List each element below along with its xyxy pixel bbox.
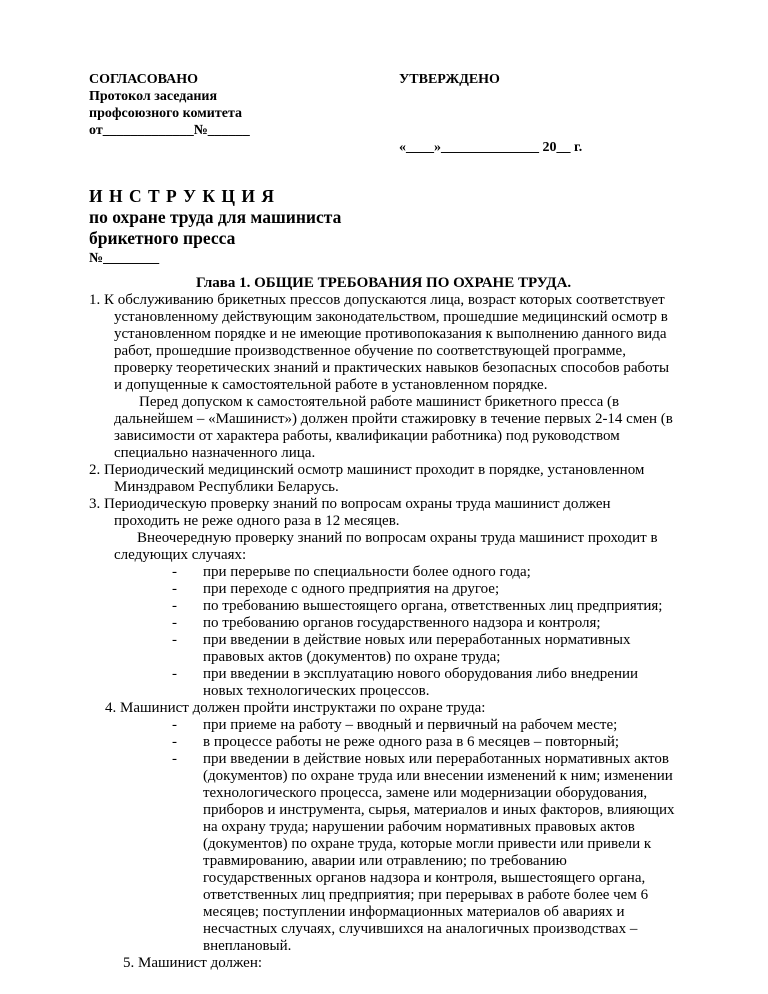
- approval-date-line: «____»______________ 20__ г.: [399, 140, 583, 155]
- doc-title-line-1: по охране труда для машиниста: [89, 207, 342, 227]
- p1b-line: специально назначенного лица.: [114, 445, 316, 461]
- p1b-line: зависимости от характера работы, квалификации работника) под руководством: [114, 428, 620, 444]
- p3b-line: следующих случаях:: [114, 547, 247, 563]
- list-item-cont: внеплановый.: [203, 938, 292, 954]
- p2-line: 2. Периодический медицинский осмотр машинист проходит в порядке, установленном: [89, 462, 645, 478]
- list-item-cont: месяцев; поступлении информационных материалов об авариях и: [203, 904, 625, 920]
- list-bullet: -: [172, 615, 177, 631]
- list-bullet: -: [172, 632, 177, 648]
- list-item-cont: новых технологических процессов.: [203, 683, 430, 699]
- p3-line: 3. Периодическую проверку знаний по вопросам охраны труда машинист должен: [89, 496, 611, 512]
- p1-line: и допущенные к самостоятельной работе в установленном порядке.: [114, 377, 548, 393]
- p5-line: 5. Машинист должен:: [123, 955, 263, 971]
- p1-line: работ, прошедшие производственное обучение по соответствующей программе,: [114, 343, 626, 359]
- list-item: при введении в действие новых или переработанных нормативных: [203, 632, 631, 648]
- doc-number: №________: [89, 251, 160, 266]
- list-item-cont: несчастных случаях, случившихся на аналогичных производствах –: [203, 921, 638, 937]
- list-item: при переходе с одного предприятия на другое;: [203, 581, 500, 597]
- protocol-line-2: профсоюзного комитета: [89, 106, 243, 121]
- list-item: в процессе работы не реже одного раза в 6 месяцев – повторный;: [203, 734, 620, 750]
- list-bullet: -: [172, 564, 177, 580]
- list-bullet: -: [172, 598, 177, 614]
- p3b-line: Внеочередную проверку знаний по вопросам охраны труда машинист проходит в: [137, 530, 658, 546]
- p1-line: проверку теоретических знаний и практических навыков безопасных способов работы: [114, 360, 670, 376]
- p1b-line: Перед допуском к самостоятельной работе машинист брикетного пресса (в: [139, 394, 620, 410]
- list-item-cont: на охрану труда; нарушении рабочим нормативных правовых актов: [203, 819, 635, 835]
- protocol-line-1: Протокол заседания: [89, 89, 218, 104]
- p1-line: установленному действующим законодательством, прошедшие медицинский осмотр в: [114, 309, 668, 325]
- agreed-label: СОГЛАСОВАНО: [89, 72, 198, 87]
- list-item-cont: правовых актов (документов) по охране труда;: [203, 649, 501, 665]
- list-item-cont: (документов) по охране труда, которые могли привести или привели к: [203, 836, 652, 852]
- list-bullet: -: [172, 717, 177, 733]
- list-item: при введении в действие новых или переработанных нормативных актов: [203, 751, 669, 767]
- list-bullet: -: [172, 751, 177, 767]
- list-item: при приеме на работу – вводный и первичный на рабочем месте;: [203, 717, 618, 733]
- approved-label: УТВЕРЖДЕНО: [399, 72, 500, 87]
- list-item-cont: приборов и инструмента, сырья, материалов и иных факторов, влияющих: [203, 802, 675, 818]
- chapter-heading: Глава 1. ОБЩИЕ ТРЕБОВАНИЯ ПО ОХРАНЕ ТРУДА.: [196, 275, 572, 291]
- p2-line: Минздравом Республики Беларусь.: [114, 479, 339, 495]
- list-bullet: -: [172, 734, 177, 750]
- list-item: при перерыве по специальности более одного года;: [203, 564, 531, 580]
- doc-kind-title: И Н С Т Р У К Ц И Я: [89, 186, 275, 206]
- list-item-cont: государственных органов надзора и контроля, вышестоящего органа,: [203, 870, 646, 886]
- list-item-cont: травмированию, аварии или отравлению; по требованию: [203, 853, 567, 869]
- p4-line: 4. Машинист должен пройти инструктажи по охране труда:: [105, 700, 486, 716]
- p3-line: проходить не реже одного раза в 12 месяцев.: [114, 513, 400, 529]
- list-item-cont: технологического процесса, замене или модернизации оборудования,: [203, 785, 648, 801]
- list-item-cont: ответственных лиц предприятия; при перерывах в работе более чем 6: [203, 887, 649, 903]
- list-item: при введении в эксплуатацию нового оборудования либо внедрении: [203, 666, 639, 682]
- doc-title-line-2: брикетного пресса: [89, 228, 236, 248]
- p1b-line: дальнейшем – «Машинист») должен пройти стажировку в течение первых 2-14 смен (в: [114, 411, 673, 427]
- list-item: по требованию органов государственного надзора и контроля;: [203, 615, 601, 631]
- list-item: по требованию вышестоящего органа, ответственных лиц предприятия;: [203, 598, 663, 614]
- list-bullet: -: [172, 581, 177, 597]
- p1-line: 1. К обслуживанию брикетных прессов допускаются лица, возраст которых соответствует: [89, 292, 665, 308]
- list-item-cont: (документов) по охране труда или внесении изменений к ним; изменении: [203, 768, 673, 784]
- protocol-line-3: от_____________№______: [89, 123, 250, 138]
- list-bullet: -: [172, 666, 177, 682]
- p1-line: установленном порядке и не имеющие противопоказания к выполнению данного вида: [114, 326, 667, 342]
